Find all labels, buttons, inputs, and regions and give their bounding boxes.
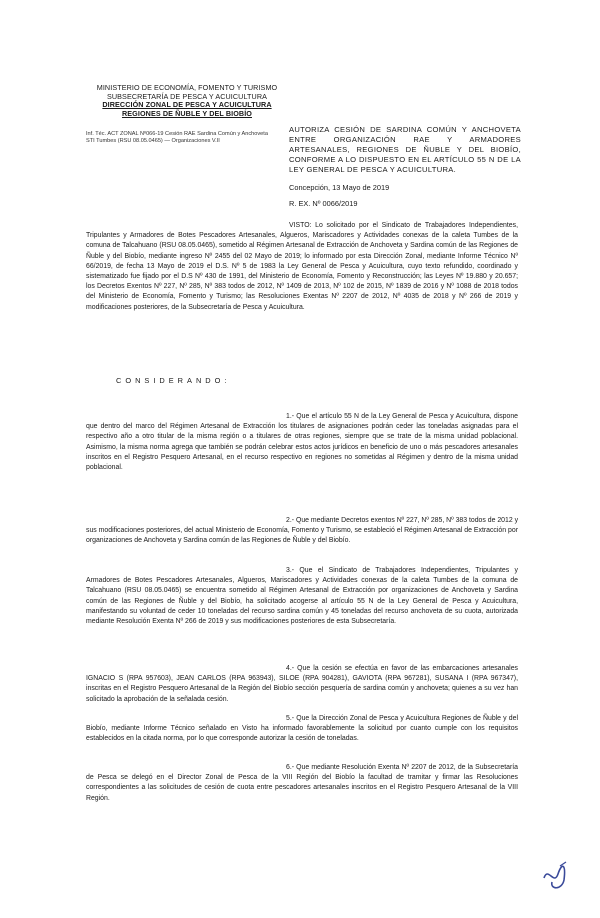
visto-paragraph bbox=[86, 221, 518, 313]
header-ministry: MINISTERIO DE ECONOMÍA, FOMENTO Y TURISMO bbox=[96, 83, 278, 92]
resolution-date: Concepción, 13 Mayo de 2019 bbox=[289, 183, 390, 192]
considerando-3: 3.- Que el Sindicato de Trabajadores Independientes, Tripulantes y Armadores de Botes Pescadores Artesanales, Algueros, Mariscadores y Actividades conexas de la caleta Tumbes de la comuna de Talcahuano (RSU 08.05.0465) se encuentra sometido al Régimen Artesanal de Extracción por organizaciones de Anchoveta y Sardina común de las Regiones de Ñuble y del Biobío, ha solicitado acogerse al artículo 55 N de la Ley General de Pesca y Acuicultura, manifestando su voluntad de ceder 10 toneladas del recurso sardina común y 45 toneladas del recurso anchoveta de su cuota, autorizada mediante Resolución Exenta Nº 266 de 2019 y sus modificaciones posteriores de esta Subsecretaría. bbox=[86, 567, 518, 626]
visto-label: VISTO: bbox=[289, 222, 312, 229]
considerando-6: 6.- Que mediante Resolución Exenta Nº 2207 de 2012, de la Subsecretaría de Pesca se delegó en el Director Zonal de Pesca de la VIII Región del Biobío la facultad de tramitar y firmar las Resoluciones correspondientes a las solicitudes de cesión de cuota entre pescadores artesanales inscritos en el Registro Pesquero Artesanal de la VIII Región. bbox=[86, 764, 518, 802]
considerando-2: 2.- Que mediante Decretos exentos Nº 227, Nº 285, Nº 383 todos de 2012 y sus modificaciones posteriores, del actual Ministerio de Economía, Fomento y Turismo, se estableció el Régimen Artesanal de Extracción por organizaciones de Anchoveta y Sardina común de las Regiones de Ñuble y del Biobío. bbox=[86, 517, 519, 545]
header-regiones: REGIONES DE ÑUBLE Y DEL BIOBÍO bbox=[121, 108, 252, 118]
resolution-subject: AUTORIZA CESIÓN DE SARDINA COMÚN Y ANCHOVETA ENTRE ORGANIZACIÓN RAE Y ARMADORES ARTESANALES, REGIONES DE ÑUBLE Y DEL BIOBÍO, CONFORME A LO DISPUESTO EN EL ARTÍCULO 55 N DE LA LEY GENERAL DE PESCA Y ACUICULTURA. bbox=[289, 125, 521, 174]
considerando-heading: CONSIDERANDO: bbox=[116, 376, 231, 385]
considerando-1: 1.- Que el artículo 55 N de la Ley General de Pesca y Acuicultura, dispone que dentro del marco del Régimen Artesanal de Extracción los titulares de asignaciones podrán ceder las toneladas asignadas para el respectivo año a otro titular de la misma región o a titulares de otras regiones, siempre que se trate de la misma unidad poblacional. Asimismo, la misma norma agrega que también se podrán celebrar estos actos jurídicos en beneficio de uno o más pescadores artesanales inscritos en el Registro Pesquero Artesanal, en el recurso respectivo en regiones no sometidas al Régimen y dentro de la misma unidad poblacional. bbox=[86, 413, 518, 472]
reference-note bbox=[86, 131, 296, 145]
header-direccion: DIRECCIÓN ZONAL DE PESCA Y ACUICULTURA bbox=[102, 100, 272, 110]
header-subsecretaria: SUBSECRETARÍA DE PESCA Y ACUICULTURA bbox=[106, 91, 268, 101]
considerando-4: 4.- Que la cesión se efectúa en favor de las embarcaciones artesanales IGNACIO S (RPA 957603), JEAN CARLOS (RPA 963943), SILOE (RPA 904281), GAVIOTA (RPA 967281), SUSANA I (RPA 967347), inscritas en el Registro Pesquero Artesanal de la Región del Biobío sección pesquería de sardina común y anchoveta; quienes a su vez han solicitado la aprobación de la señalada cesión. bbox=[86, 665, 518, 703]
reference-line-2: STI Tumbes (RSU 08.05.0465) — Organizaciones V.II bbox=[86, 138, 220, 144]
ministry-header bbox=[92, 84, 282, 118]
reference-line-1: Inf. Téc. ACT ZONAL Nº066-19 Cesión RAE Sardina Común y Anchoveta bbox=[86, 131, 268, 137]
signature-icon bbox=[536, 856, 576, 896]
resolution-number: R. EX. Nº 0066/2019 bbox=[289, 199, 358, 208]
visto-text: Lo solicitado por el Sindicato de Trabajadores Independientes, Tripulantes y Armadores de Botes Pescadores Artesanales, Algueros, Mariscadores y Actividades conexas de la caleta Tumbes de la comuna de Talcahuano (RSU 08.05.0465), sometido al Régimen Artesanal de Extracción de Anchoveta y Sardina común de las Regiones de Ñuble y del Biobío, mediante ingreso Nº 2455 del 02 Mayo de 2019; lo informado por esta Dirección Zonal, mediante Informe Técnico Nº 66/2019, de fecha 13 Mayo de 2019 el D.S. Nº 5 de 1983 la Ley General de Pesca y Acuicultura, cuyo texto refundido, coordinado y sistematizado fue fijado por el D.S Nº 430 de 1991, del Ministerio de Economía, Fomento y Reconstrucción; las Leyes Nº 19.880 y 20.657; los Decretos Exentos Nº 227, Nº 285, Nº 383 todos de 2012, Nº 1409 de 2013, Nº 102 de 2015, Nº 1839 de 2016 y Nº 1088 de 2018 todos del Ministerio de Economía, Fomento y Turismo; las Resoluciones Exentas Nº 2207 de 2012, Nº 4035 de 2018 y Nº 266 de 2019 y modificaciones posteriores, de la Subsecretaría de Pesca y Acuicultura. bbox=[86, 222, 519, 311]
considerando-5: 5.- Que la Dirección Zonal de Pesca y Acuicultura Regiones de Ñuble y del Biobío, mediante Informe Técnico señalado en Visto ha informado favorablemente la solicitud por cuanto cumple con los requisitos establecidos en la citada norma, por lo que corresponde autorizar la cesión de toneladas. bbox=[86, 715, 518, 743]
